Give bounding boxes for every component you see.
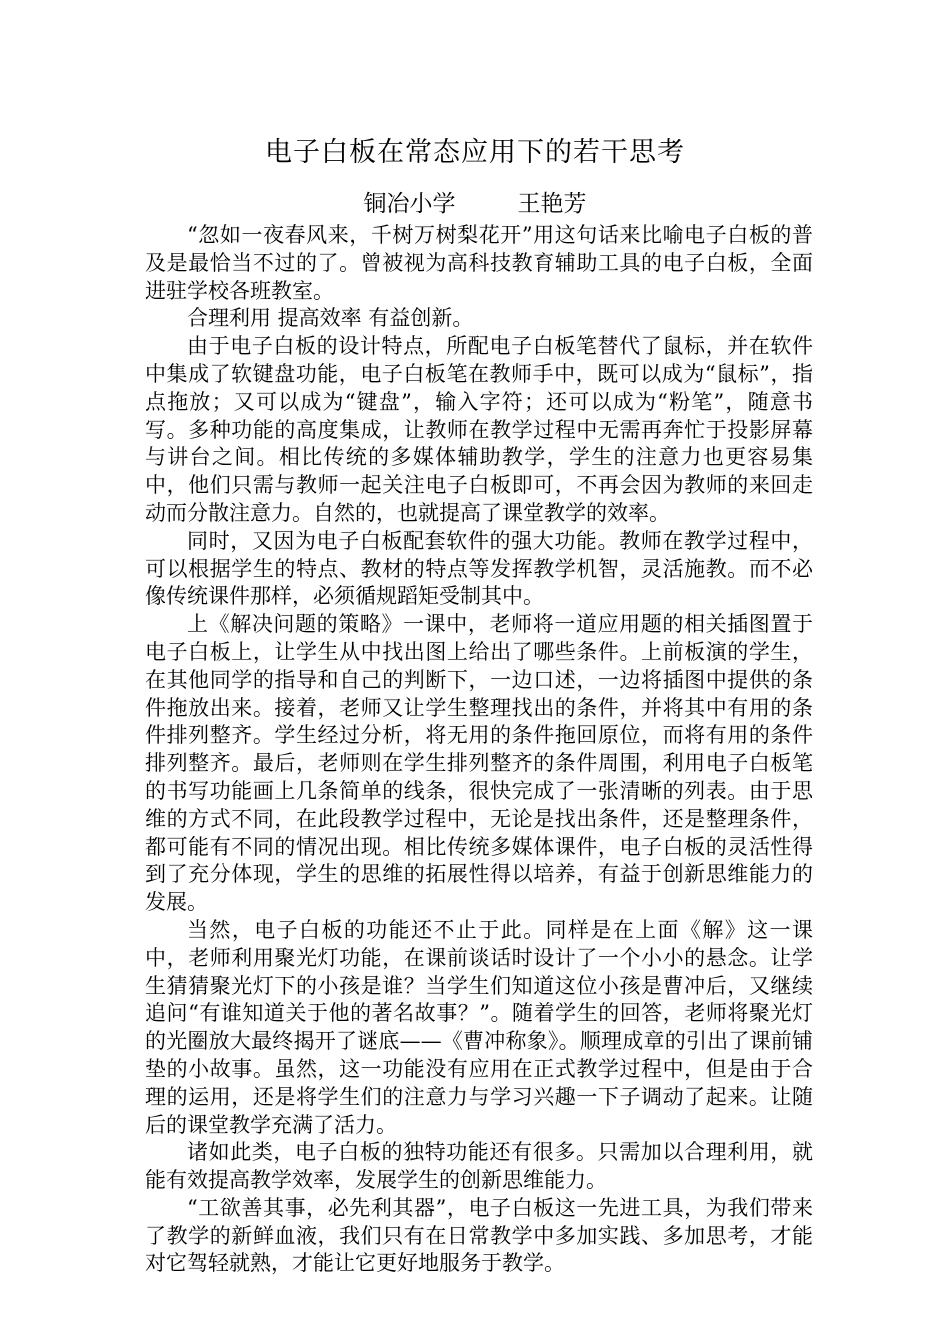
paragraph-intro: “忽如一夜春风来，千树万树梨花开”用这句话来比喻电子白板的普及是最恰当不过的了。曾被视为高科技教育辅助工具的电子白板，全面进驻学校各班教室。 [145,223,813,303]
paragraph: 由于电子白板的设计特点，所配电子白板笔替代了鼠标，并在软件中集成了软键盘功能，电子白板笔在教师手中，既可以成为“鼠标”，指点拖放；又可以成为“键盘”，输入字符；还可以成为“粉笔”，随意书写。多种功能的高度集成，让教师在教学过程中无需再奔忙于投影屏幕与讲台之间。相比传统的多媒体辅助教学，学生的注意力也更容易集中，他们只需与教师一起关注电子白板即可，不再会因为教师的来回走动而分散注意力。自然的，也就提高了课堂教学的效率。 [145,334,813,525]
paragraph: 诸如此类，电子白板的独特功能还有很多。只需加以合理利用，就能有效提高教学效率，发展学生的创新思维能力。 [145,1140,813,1193]
byline [0,185,950,218]
school-name: 铜冶小学 [363,191,456,217]
paragraph-heading: 合理利用 提高效率 有益创新。 [187,306,474,331]
document-title: 电子白板在常态应用下的若干思考 [265,137,685,168]
document-body [145,222,813,1278]
paragraph: 当然，电子白板的功能还不止于此。同样是在上面《解》这一课中，老师利用聚光灯功能，在课前谈话时设计了一个小小的悬念。让学生猜猜聚光灯下的小孩是谁？当学生们知道这位小孩是曹冲后，又继续追问“有谁知道关于他的著名故事？”。随着学生的回答，老师将聚光灯的光圈放大最终揭开了谜底——《曹冲称象》。顺理成章的引出了课前铺垫的小故事。虽然，这一功能没有应用在正式教学过程中，但是由于合理的运用，还是将学生们的注意力与学习兴趣一下子调动了起来。让随后的课堂教学充满了活力。 [145,917,813,1137]
paragraph: 上《解决问题的策略》一课中，老师将一道应用题的相关插图置于电子白板上，让学生从中找出图上给出了哪些条件。上前板演的学生，在其他同学的指导和自己的判断下，一边口述，一边将插图中提供的条件拖放出来。接着，老师又让学生整理找出的条件，并将其中有用的条件排列整齐。学生经过分析，将无用的条件拖回原位，而将有用的条件排列整齐。最后，老师则在学生排列整齐的条件周围，利用电子白板笔的书写功能画上几条简单的线条，很快完成了一张清晰的列表。由于思维的方式不同，在此段教学过程中，无论是找出条件，还是整理条件，都可能有不同的情况出现。相比传统多媒体课件，电子白板的灵活性得到了充分体现，学生的思维的拓展性得以培养，有益于创新思维能力的发展。 [145,612,813,915]
paragraph-conclusion: “工欲善其事，必先利其器”，电子白板这一先进工具，为我们带来了教学的新鲜血液，我们只有在日常教学中多加实践、多加思考，才能对它驾轻就熟，才能让它更好地服务于教学。 [145,1195,813,1276]
author-name: 王艳芳 [517,191,587,217]
paragraph: 同时，又因为电子白板配套软件的强大功能。教师在教学过程中，可以根据学生的特点、教材的特点等发挥教学机智，灵活施教。而不必像传统课件那样，必须循规蹈矩受制其中。 [145,528,813,609]
